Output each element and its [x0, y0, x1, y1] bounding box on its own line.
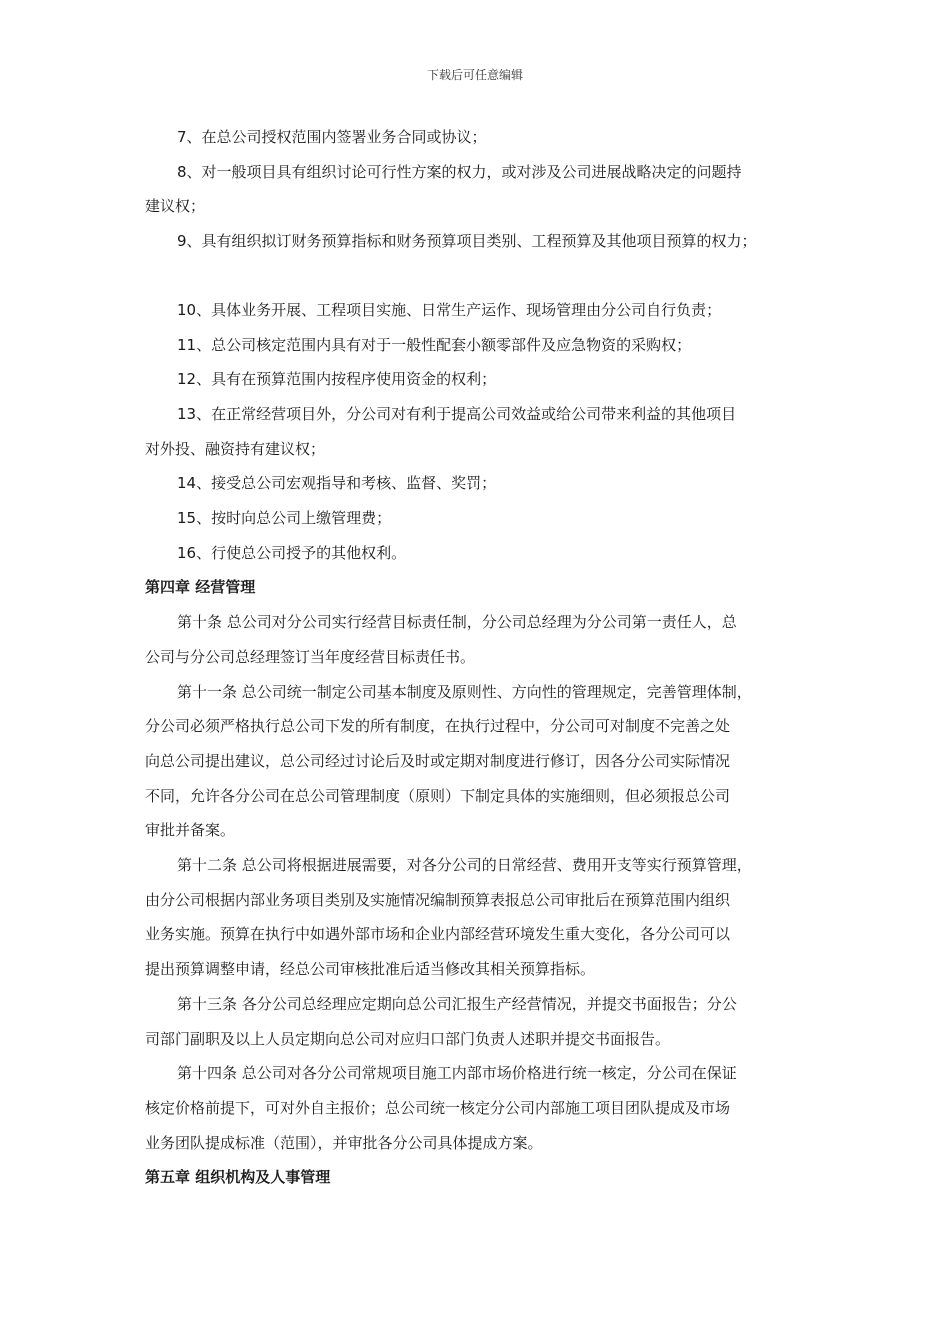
article-13-line-1: 第十三条 各分公司总经理应定期向总公司汇报生产经营情况，并提交书面报告；分公: [177, 994, 737, 1013]
article-14-line-2: 核定价格前提下，可对外自主报价；总公司统一核定分公司内部施工项目团队提成及市场: [145, 1098, 731, 1117]
article-14-line-1: 第十四条 总公司对各分公司常规项目施工内部市场价格进行统一核定，分公司在保证: [177, 1064, 737, 1083]
article-10-line-2: 公司与分公司总经理签订当年度经营目标责任书。: [145, 647, 476, 666]
item-15: 15、按时向总公司上缴管理费；: [177, 509, 392, 528]
article-13-line-2: 司部门副职及以上人员定期向总公司对应归口部门负责人述职并提交书面报告。: [145, 1029, 671, 1048]
item-12: 12、具有在预算范围内按程序使用资金的权利；: [177, 370, 497, 389]
article-11-line-2: 分公司必须严格执行总公司下发的所有制度，在执行过程中，分公司可对制度不完善之处: [145, 717, 731, 736]
article-11-line-4: 不同，允许各分公司在总公司管理制度（原则）下制定具体的实施细则，但必须报总公司: [145, 786, 731, 805]
item-16: 16、行使总公司授予的其他权利。: [177, 543, 407, 562]
item-11: 11、总公司核定范围内具有对于一般性配套小额零部件及应急物资的采购权；: [177, 335, 692, 354]
item-14: 14、接受总公司宏观指导和考核、监督、奖罚；: [177, 474, 497, 493]
page-header: 下载后可任意编辑: [426, 68, 523, 82]
article-11-line-3: 向总公司提出建议，总公司经过讨论后及时或定期对制度进行修订，因各分公司实际情况: [145, 751, 731, 770]
chapter-4-title: 第四章 经营管理: [145, 578, 256, 597]
article-12-line-4: 提出预算调整申请，经总公司审核批准后适当修改其相关预算指标。: [145, 960, 596, 979]
article-10-line-1: 第十条 总公司对分公司实行经营目标责任制，分公司总经理为分公司第一责任人，总: [177, 613, 737, 632]
item-9: 9、具有组织拟订财务预算指标和财务预算项目类别、工程预算及其他项目预算的权力；: [177, 232, 757, 251]
article-11-line-5: 审批并备案。: [145, 821, 236, 840]
blank-line: [145, 259, 825, 293]
item-13-line-2: 对外投、融资持有建议权；: [145, 439, 326, 458]
document-body: [145, 120, 825, 1195]
item-8-line-2: 建议权；: [145, 197, 206, 216]
chapter-5-title: 第五章 组织机构及人事管理: [145, 1168, 331, 1187]
item-10: 10、具体业务开展、工程项目实施、日常生产运作、现场管理由分公司自行负责；: [177, 300, 722, 319]
article-14-line-3: 业务团队提成标准（范围），并审批各分公司具体提成方案。: [145, 1133, 543, 1152]
item-13-line-1: 13、在正常经营项目外，分公司对有利于提高公司效益或给公司带来利益的其他项目: [177, 404, 737, 423]
article-12-line-3: 业务实施。预算在执行中如遇外部市场和企业内部经营环境发生重大变化，各分公司可以: [145, 925, 731, 944]
article-12-line-1: 第十二条 总公司将根据进展需要，对各分公司的日常经营、费用开支等实行预算管理，: [177, 856, 752, 875]
article-11-line-1: 第十一条 总公司统一制定公司基本制度及原则性、方向性的管理规定，完善管理体制，: [177, 682, 752, 701]
item-8-line-1: 8、对一般项目具有组织讨论可行性方案的权力，或对涉及公司进展战略决定的问题持: [177, 162, 742, 181]
item-7: 7、在总公司授权范围内签署业务合同或协议；: [177, 128, 487, 146]
article-12-line-2: 由分公司根据内部业务项目类别及实施情况编制预算表报总公司审批后在预算范围内组织: [145, 890, 731, 909]
